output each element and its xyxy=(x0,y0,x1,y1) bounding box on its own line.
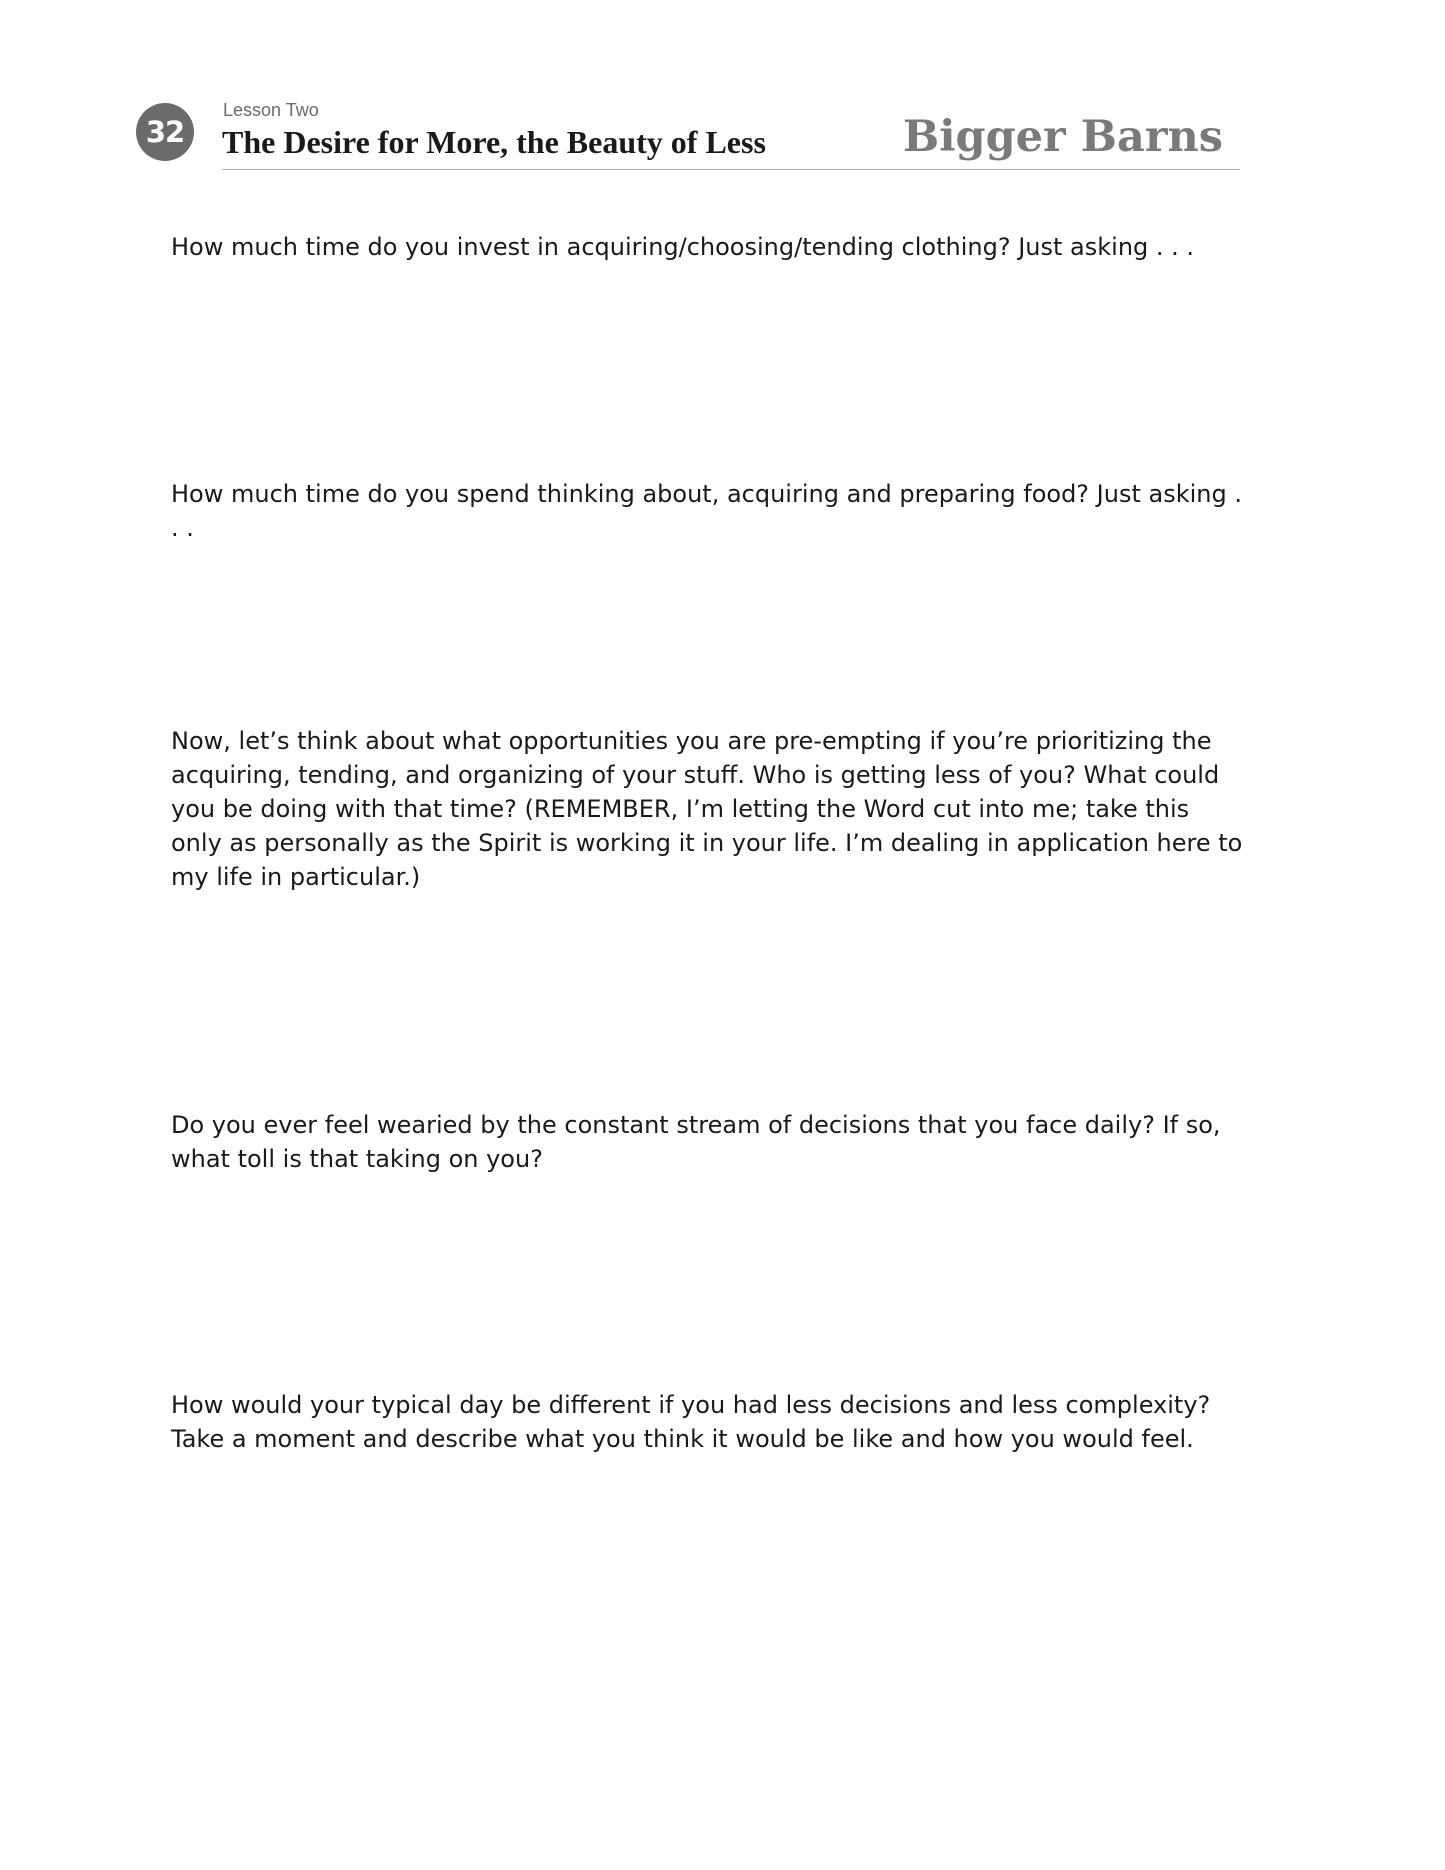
series-title: Bigger Barns xyxy=(902,112,1223,162)
lesson-label: Lesson Two xyxy=(223,100,319,120)
lesson-title: The Desire for More, the Beauty of Less xyxy=(222,124,766,160)
question-5: How would your typical day be different if you had less decisions and less complexity? Take a moment and describe what you think it would be like and how you would feel. xyxy=(171,1391,1211,1453)
question-1: How much time do you invest in acquiring/choosing/tending clothing? Just asking . . . xyxy=(171,233,1195,261)
page-header xyxy=(0,0,1445,180)
question-4: Do you ever feel wearied by the constant stream of decisions that you face daily? If so, what toll is that taking on you? xyxy=(171,1111,1221,1173)
page-number-badge: 32 xyxy=(136,103,194,161)
question-2: How much time do you spend thinking about, acquiring and preparing food? Just asking . . . xyxy=(171,480,1242,542)
header-divider xyxy=(222,169,1240,170)
question-3: Now, let’s think about what opportunities you are pre-empting if you’re prioritizing the acquiring, tending, and organizing of your stuff. Who is getting less of you? What could you be doing with that time? (REMEMBER, I’m letting the Word cut into me; take this only as personally as the Spirit is working it in your life. I’m dealing in application here to my life in particular.) xyxy=(171,727,1243,891)
